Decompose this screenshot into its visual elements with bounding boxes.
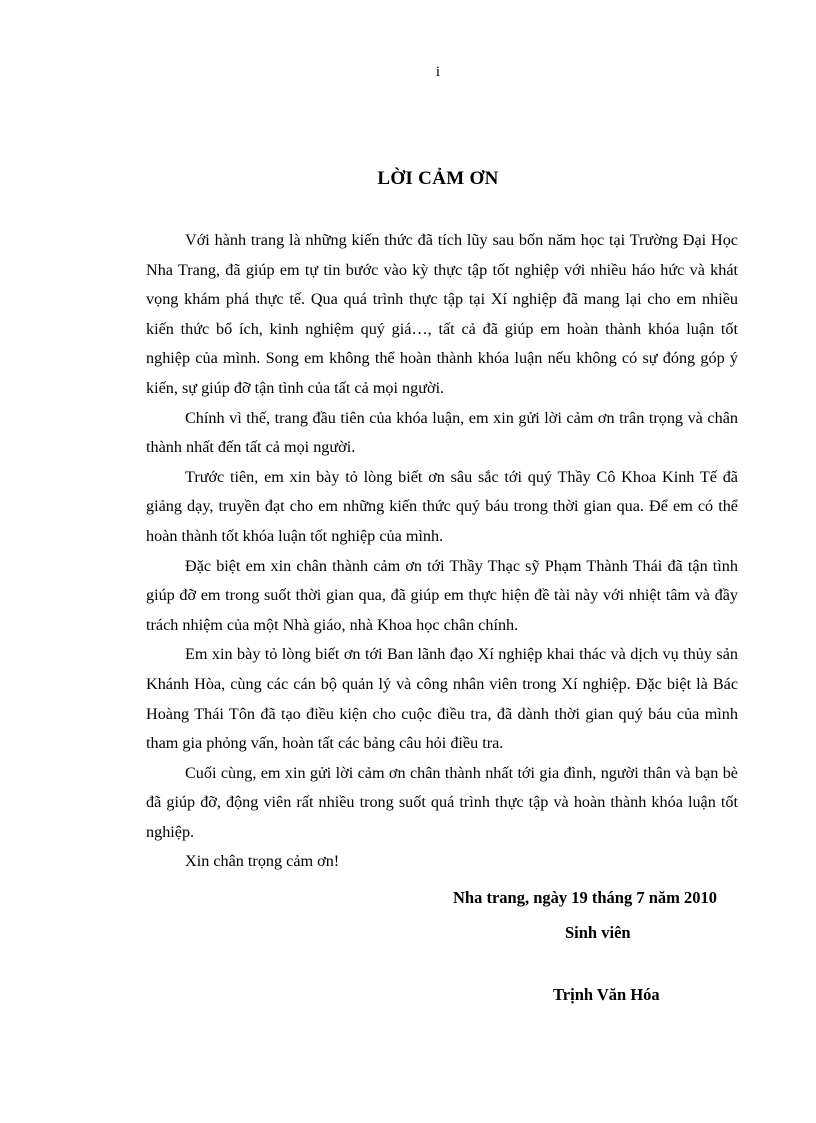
role-text: Sinh viên	[565, 923, 631, 942]
paragraph-5: Em xin bày tỏ lòng biết ơn tới Ban lãnh đạo Xí nghiệp khai thác và dịch vụ thủy sản Khánh Hòa, cùng các cán bộ quản lý và công nhân viên trong Xí nghiệp. Đặc biệt là Bác Hoàng Thái Tôn đã tạo điều kiện cho cuộc điều tra, đã dành thời gian quý báu của mình tham gia phỏng vấn, hoàn tất các bảng câu hỏi điều tra.	[146, 645, 738, 753]
date-text: Nha trang, ngày 19 tháng 7 năm 2010	[453, 888, 718, 907]
paragraph-4: Đặc biệt em xin chân thành cảm ơn tới Thầy Thạc sỹ Phạm Thành Thái đã tận tình giúp đỡ em trong suốt thời gian qua, đã giúp em thực hiện đề tài này với nhiệt tâm và đầy trách nhiệm của một Nhà giáo, nhà Khoa học chân chính.	[146, 556, 738, 634]
paragraph-6: Cuối cùng, em xin gửi lời cảm ơn chân thành nhất tới gia đình, người thân và bạn bè đã giúp đỡ, động viên rất nhiều trong suốt quá trình thực tập và hoàn thành khóa luận tốt nghiệp.	[146, 763, 738, 841]
page-title: LỜI CẢM ƠN	[377, 168, 499, 189]
paragraph-3: Trước tiên, em xin bày tỏ lòng biết ơn sâu sắc tới quý Thầy Cô Khoa Kinh Tế đã giảng dạy, truyền đạt cho em những kiến thức quý báu trong thời gian qua. Để em có thể hoàn thành tốt khóa luận tốt nghiệp của mình.	[146, 467, 738, 545]
author-name: Trịnh Văn Hóa	[553, 985, 660, 1004]
page-number: i	[435, 64, 441, 80]
paragraph-closing-thanks: Xin chân trọng cảm ơn!	[185, 852, 340, 871]
acknowledgement-body	[146, 226, 738, 877]
paragraph-2: Chính vì thế, trang đầu tiên của khóa luận, em xin gửi lời cảm ơn trân trọng và chân thành nhất đến tất cả mọi người.	[146, 408, 738, 457]
paragraph-1: Với hành trang là những kiến thức đã tích lũy sau bốn năm học tại Trường Đại Học Nha Trang, đã giúp em tự tin bước vào kỳ thực tập tốt nghiệp với nhiều háo hức và khát vọng khám phá thực tế. Qua quá trình thực tập tại Xí nghiệp đã mang lại cho em nhiều kiến thức bổ ích, kinh nghiệm quý giá…, tất cả đã giúp em hoàn thành khóa luận tốt nghiệp của mình. Song em không thể hoàn thành khóa luận nếu không có sự đóng góp ý kiến, sự giúp đỡ tận tình của tất cả mọi người.	[146, 231, 738, 397]
